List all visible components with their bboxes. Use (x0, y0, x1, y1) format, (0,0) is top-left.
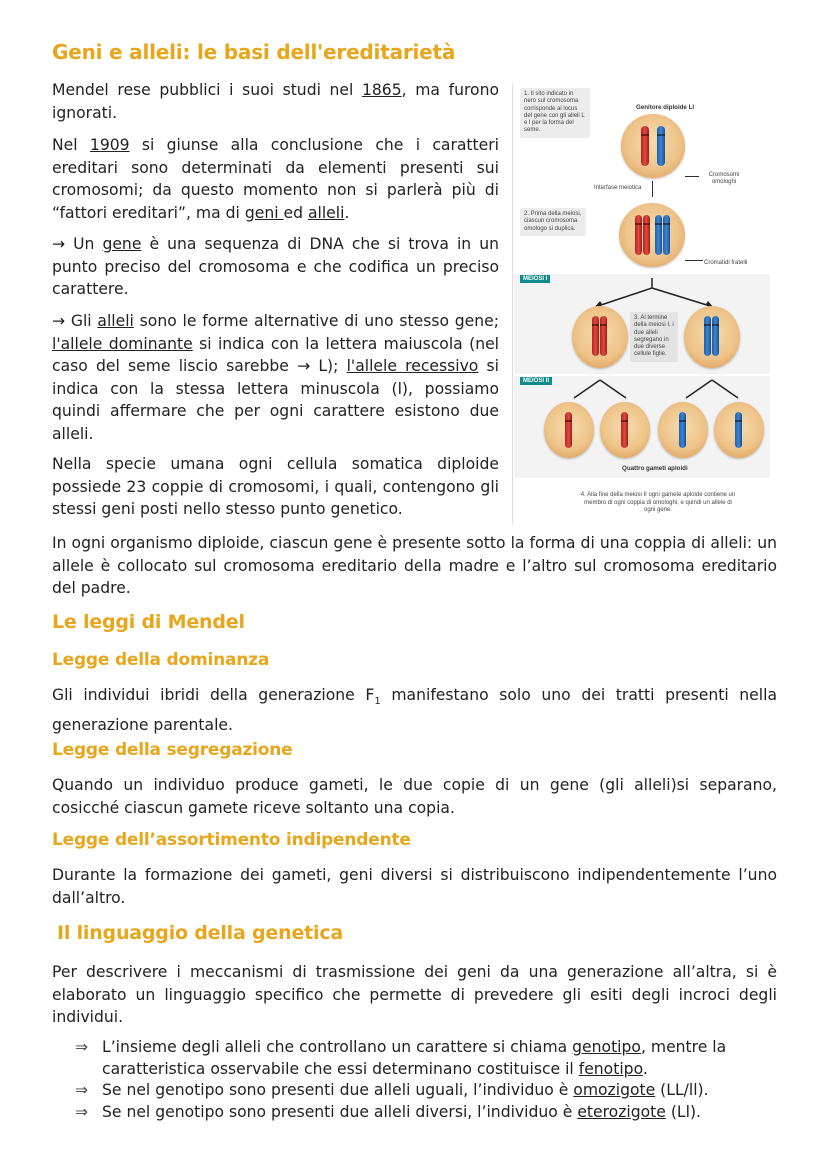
section-heading-mendel: Le leggi di Mendel (52, 611, 245, 633)
paragraph-linguaggio: Per descrivere i meccanismi di trasmissione dei geni da una generazione all’altra, si è elaborato un linguaggio specifico che permette di prevedere gli esiti degli incroci degli individui. (52, 963, 777, 1026)
subscript: 1 (374, 696, 381, 708)
daughter-cell-paternal (684, 306, 740, 368)
sister-chromatid (655, 215, 662, 255)
list-item (75, 1037, 780, 1080)
term-allele-dominante: l'allele dominante (52, 334, 193, 353)
sister-chromatid (643, 215, 650, 255)
figure-divider (512, 84, 513, 524)
paragraph-specie-umana: Nella specie umana ogni cellula somatica diploide possiede 23 coppie di cromosomi, i quali, contengono gli stessi geni posti nello stesso punto genetico. (52, 455, 499, 518)
label-parent: Genitore diploide Ll (636, 104, 695, 111)
allele-label: l (667, 126, 669, 132)
paternal-chromosome (657, 126, 665, 166)
section-heading-linguaggio: Il linguaggio della genetica (57, 922, 344, 944)
pointer-line (685, 260, 703, 261)
sister-chromatid (635, 215, 642, 255)
text: è una sequenza di DNA che si trova in un punto preciso del cromosoma e che codifica un preciso carattere. (52, 235, 499, 298)
law-heading-segregazione: Legge della segregazione (52, 740, 293, 760)
year-1865: 1865 (361, 81, 402, 99)
term-geni: geni (244, 203, 284, 222)
text: manifestano solo uno dei tratti presenti nella generazione parentale. (52, 686, 777, 734)
allele-label: L (649, 126, 653, 132)
paragraph-diploide: In ogni organismo diploide, ciascun gene è presente sotto la forma di una coppia di alleli: un allele è collocato sul cromosoma ereditario della madre e l’altro sul cromosoma ereditario del padre. (52, 534, 777, 597)
law-text-dominanza (52, 684, 777, 736)
meiosis-2-arrows (514, 376, 770, 406)
label-sister-chromatids: Cromatidi fratelli (704, 260, 748, 266)
list-item (75, 1080, 780, 1102)
law-heading-dominanza: Legge della dominanza (52, 650, 270, 670)
text: Gli individui ibridi della generazione F (52, 686, 375, 704)
text: (Ll). (665, 1102, 701, 1121)
gamete (714, 402, 764, 458)
caption-2: 2. Prima della meiosi, ciascun cromosoma omologo si duplica. (520, 208, 586, 236)
text: . (344, 203, 350, 222)
parent-cell (621, 114, 685, 178)
text: sono le forme alternative di uno stesso gene; (133, 312, 499, 330)
duplicated-cell (619, 203, 685, 267)
gamete (658, 402, 708, 458)
arrow-icon: ⇒ (75, 1081, 89, 1099)
paragraph-mendel-1865 (52, 79, 499, 124)
daughter-cell-maternal (572, 306, 628, 368)
text: Se nel genotipo sono presenti due alleli diversi, l’individuo è (102, 1102, 578, 1121)
term-alleli: alleli (97, 312, 134, 330)
law-text-segregazione: Quando un individuo produce gameti, le due copie di un gene (gli alleli)si separano, cosicché ciascun gamete riceve soltanto una copia. (52, 776, 777, 817)
text: , ma furono ignorati. (52, 81, 499, 122)
meiosis-figure (514, 84, 770, 524)
definitions-list (75, 1037, 780, 1123)
label-gametes: Quattro gameti aploidi (622, 465, 688, 472)
caption-3: 3. Al termine della meiosi I, i due alleli segregano in due diverse cellule figlie. (630, 312, 678, 362)
text: . (642, 1059, 648, 1078)
term-fenotipo: fenotipo (578, 1059, 643, 1078)
meiosis-1-tag: MEIOSI I (520, 275, 550, 283)
term-alleli: alleli (307, 203, 345, 222)
law-text-assortimento: Durante la formazione dei gameti, geni diversi si distribuiscono indipendentemente l’uno dall’altro. (52, 866, 777, 907)
text: Mendel rese pubblici i suoi studi nel (52, 81, 362, 99)
year-1909: 1909 (89, 136, 130, 154)
text: → Gli (52, 312, 98, 330)
meiosis-1-arrows (514, 274, 770, 314)
term-gene: gene (102, 235, 142, 253)
text: si giunse alla conclusione che i caratteri ereditari sono determinati da elementi presenti sui cromosomi; da questo momento non si parlerà più di “fattori ereditari”, ma di (52, 136, 499, 222)
arrow-icon: ⇒ (75, 1102, 89, 1121)
label-homologs: Cromosomi omologhi (708, 172, 740, 185)
text: , mentre la caratteristica osservabile che essi determinano costituisce il (102, 1038, 727, 1078)
text: Se nel genotipo sono presenti due alleli uguali, l’individuo è (102, 1081, 574, 1099)
pointer-line (685, 176, 699, 177)
arrow-icon: ⇒ (75, 1038, 89, 1056)
caption-1: 1. Il sito indicato in nero sul cromosoma corrisponde al locus del gene con gli alleli L e l per la forma del seme. (520, 88, 590, 138)
text: (LL/ll). (655, 1081, 709, 1099)
sister-chromatid (663, 215, 670, 255)
page-title: Geni e alleli: le basi dell'ereditarietà (52, 40, 456, 64)
paragraph-alleli-definition (52, 310, 499, 445)
text: ed (283, 203, 308, 222)
paragraph-gene-definition (52, 233, 499, 301)
term-genotipo: genotipo (572, 1038, 641, 1056)
term-allele-recessivo: l'allele recessivo (346, 357, 479, 375)
term-eterozigote: eterozigote (577, 1102, 666, 1121)
gamete (600, 402, 650, 458)
meiosis-2-tag: MEIOSI II (520, 377, 552, 385)
maternal-chromosome (641, 126, 649, 166)
label-interphase: Interfase meiotica (594, 185, 642, 191)
list-item (75, 1102, 780, 1124)
term-omozigote: omozigote (573, 1081, 656, 1099)
law-heading-assortimento: Legge dell’assortimento indipendente (52, 830, 411, 850)
gamete (544, 402, 594, 458)
caption-4: 4. Alla fine della meiosi II ogni gamete aploide contiene un membro di ogni coppia di omologhi, e quindi un allele di ogni gene. (580, 492, 736, 513)
text: L’insieme degli alleli che controllano un carattere si chiama (102, 1038, 573, 1056)
text: si indica con la lettera maiuscola (nel caso del seme liscio sarebbe → L); (52, 334, 499, 375)
text: Nel (52, 136, 90, 154)
text: si indica con la stessa lettera minuscola (l), possiamo quindi affermare che per ogni carattere esistono due alleli. (52, 357, 500, 443)
text: → Un (52, 235, 103, 253)
paragraph-1909 (52, 134, 499, 224)
arrow-down (652, 181, 653, 197)
